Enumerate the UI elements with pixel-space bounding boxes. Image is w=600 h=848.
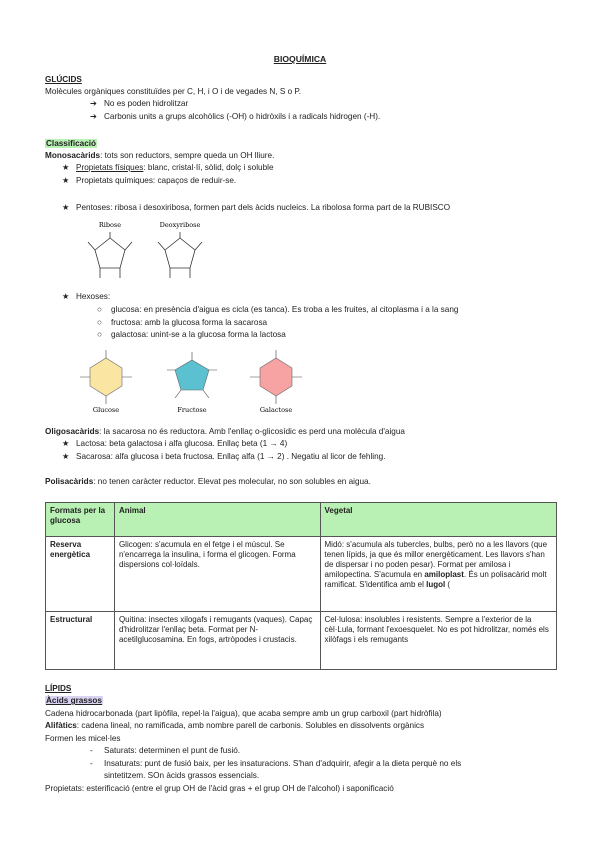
table-header: Formats per la glucosa bbox=[46, 503, 115, 537]
table-cell: Quitina: insectes xilogafs i remugants (vaques). Capaç d'hidrolitzar l'enllaç beta. Format per N-acetilglucosamina. En fogs, artròpodes i crustacis. bbox=[114, 612, 320, 670]
lipid-point: - Insaturats: punt de fusió baix, per les insaturacions. S'han d'adquirir, afegir a la dieta perquè no els bbox=[90, 759, 462, 768]
monosacarids-line: Monosacàrids: tots son reductors, sempre queda un OH lliure. bbox=[45, 151, 275, 160]
mono-point: ★ Propietats químiques: capaços de reduir-se. bbox=[62, 176, 237, 185]
deoxyribose-ring bbox=[158, 232, 202, 278]
circle-bullet-icon: ○ bbox=[97, 318, 102, 327]
hexose-point: ○ galactosa: unint-se a la glucosa forma la lactosa bbox=[97, 330, 286, 339]
galactose-ring bbox=[260, 358, 292, 396]
table-row bbox=[46, 612, 557, 670]
acids-grassos-heading: Àcids grassos bbox=[46, 696, 102, 705]
lipid-point-continued: sintetitzem. SOn àcids grassos essencials. bbox=[104, 771, 260, 780]
ribose-label: Ribose bbox=[98, 221, 122, 229]
table-header: Animal bbox=[114, 503, 320, 537]
circle-bullet-icon: ○ bbox=[97, 305, 102, 314]
oligo-point: ★ Sacarosa: alfa glucosa i beta fructosa. Enllaç alfa (1 → 2) . Negatiu al licor de fehling. bbox=[62, 452, 386, 461]
table-header: Vegetal bbox=[320, 503, 556, 537]
star-icon: ★ bbox=[62, 292, 70, 301]
alifatics-line: Alifàtics: cadena lineal, no ramificada, amb nombre parell de carbonis. Solubles en dissolvents orgànics bbox=[45, 721, 425, 730]
lipids-line: Cadena hidrocarbonada (part lipòfila, repel·la l'aigua), que acaba sempre amb un grup carboxil (part hidròfila) bbox=[45, 709, 442, 718]
micelles-line: Formen les micel·les bbox=[45, 734, 121, 743]
table-header-row bbox=[46, 503, 557, 537]
table-row bbox=[46, 537, 557, 612]
star-icon: ★ bbox=[62, 163, 70, 172]
glucose-label: Glucose bbox=[92, 406, 120, 414]
dash-icon: - bbox=[90, 759, 93, 768]
circle-bullet-icon: ○ bbox=[97, 330, 102, 339]
polisacarids-line: Polisacàrids: no tenen caràcter reductor. Elevat pes molecular, no son solubles en aigua. bbox=[45, 477, 371, 486]
galactose-label: Galactose bbox=[259, 406, 293, 414]
pentose-structures bbox=[80, 218, 230, 288]
mono-point: ★ Propietats físiques: blanc, cristal·lí, sòlid, dolç i soluble bbox=[62, 163, 274, 172]
ribose-ring bbox=[88, 232, 132, 278]
table-cell: Glicogen: s'acumula en el fetge i el múscul. Se n'encarrega la insulina, i forma el glicogen. Forma dispersions col·loïdals. bbox=[114, 537, 320, 612]
pentoses-line: ★ Pentoses: ribosa i desoxiribosa, formen part dels àcids nucleics. La ribolosa forma part de la RUBISCO bbox=[62, 203, 451, 212]
glucose-table bbox=[45, 502, 557, 670]
star-icon: ★ bbox=[62, 203, 70, 212]
glucose-ring bbox=[90, 358, 122, 396]
table-cell: Midó: s'acumula als tubercles, bulbs, però no a les llavors (que tenen lípids, ja que és millor energèticament. Les llavors s'han de dispersar i no poden pesar). Format per amilosa i amilopectina. S'acumula en amiloplast. És un polisacàrid molt ramificat. S'identifica amb el lugol ( bbox=[320, 537, 556, 612]
row-label: Reserva energètica bbox=[46, 537, 115, 612]
star-icon: ★ bbox=[62, 452, 70, 461]
glucids-heading: GLÚCIDS bbox=[45, 75, 82, 84]
hexose-point: ○ fructosa: amb la glucosa forma la sacarosa bbox=[97, 318, 268, 327]
page-title: BIOQUÍMICA bbox=[273, 54, 327, 64]
oligo-point: ★ Lactosa: beta galactosa i alfa glucosa. Enllaç beta (1 → 4) bbox=[62, 439, 288, 448]
lipids-heading: LÍPIDS bbox=[45, 684, 72, 693]
dash-icon: - bbox=[90, 746, 93, 755]
table-cell: Cel·lulosa: insolubles i resistents. Sempre a l'exterior de la cèl·Lula, formant l'exoesquelet. No es pot hidrolitzar, només els xilòfags i els remugants bbox=[320, 612, 556, 670]
classificacio-heading: Classificació bbox=[46, 139, 97, 148]
row-label: Estructural bbox=[46, 612, 115, 670]
propietats-line: Propietats: esterificació (entre el grup OH de l'àcid gras + el grup OH de l'alcohol) i saponificació bbox=[45, 784, 394, 793]
hexose-point: ○ glucosa: en presència d'aigua es cicla (es tanca). Es troba a les fruites, al citoplasma i a la sang bbox=[97, 305, 459, 314]
star-icon: ★ bbox=[62, 176, 70, 185]
oligosacarids-line: Oligosacàrids: la sacarosa no és reductora. Amb l'enllaç o-glicosídic es perd una molècula d'aigua bbox=[45, 427, 405, 436]
fructose-label: Fructose bbox=[177, 406, 207, 414]
hexoses-line: ★ Hexoses: bbox=[62, 292, 111, 301]
deoxyribose-label: Deoxyribose bbox=[159, 221, 201, 229]
glucids-point: ➔ Carbonis units a grups alcohòlics (-OH) o hidròxils i a radicals hidrogen (-H). bbox=[90, 112, 381, 121]
glucids-intro: Molècules orgàniques constituïdes per C, H, i O i de vegades N, S o P. bbox=[45, 87, 302, 96]
star-icon: ★ bbox=[62, 439, 70, 448]
arrow-icon: ➔ bbox=[90, 99, 97, 108]
arrow-icon: ➔ bbox=[90, 112, 97, 121]
glucids-point: ➔ No es poden hidrolitzar bbox=[90, 99, 189, 108]
hexose-structures bbox=[70, 344, 310, 416]
fructose-ring bbox=[175, 360, 209, 390]
lipid-point: - Saturats: determinen el punt de fusió. bbox=[90, 746, 241, 755]
